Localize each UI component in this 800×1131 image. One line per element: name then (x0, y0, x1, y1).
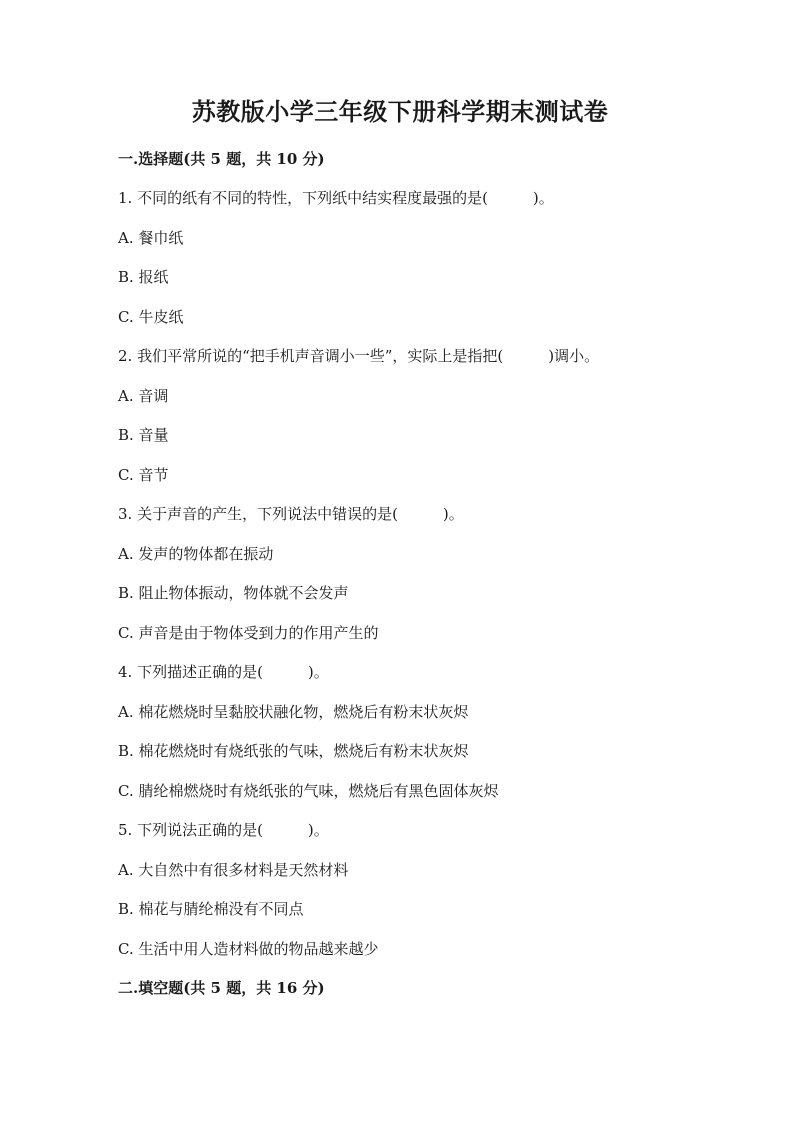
question-2-option-a: A. 音调 (118, 387, 169, 405)
question-3-option-c: C. 声音是由于物体受到力的作用产生的 (118, 624, 379, 642)
question-5-option-c: C. 生活中用人造材料做的物品越来越少 (118, 940, 379, 958)
question-1-option-c: C. 牛皮纸 (118, 308, 184, 326)
question-1-option-a: A. 餐巾纸 (118, 229, 184, 247)
question-stem-1: 1. 不同的纸有不同的特性，下列纸中结实程度最强的是( )。 (118, 189, 554, 207)
question-1-option-b: B. 报纸 (118, 268, 169, 286)
question-5-option-b: B. 棉花与腈纶棉没有不同点 (118, 900, 304, 918)
question-stem-2: 2. 我们平常所说的“把手机声音调小一些”，实际上是指把( )调小。 (118, 347, 600, 365)
question-4-option-c: C. 腈纶棉燃烧时有烧纸张的气味，燃烧后有黑色固体灰烬 (118, 782, 499, 800)
question-stem-5: 5. 下列说法正确的是( )。 (118, 821, 329, 839)
question-3-option-a: A. 发声的物体都在振动 (118, 545, 274, 563)
section-heading-choice: 一.选择题(共 5 题，共 10 分) (118, 150, 325, 168)
question-2-option-c: C. 音节 (118, 466, 169, 484)
question-4-option-b: B. 棉花燃烧时有烧纸张的气味，燃烧后有粉末状灰烬 (118, 742, 469, 760)
question-2-option-b: B. 音量 (118, 426, 169, 444)
section-heading-fill-blank: 二.填空题(共 5 题，共 16 分) (118, 979, 325, 997)
question-stem-4: 4. 下列描述正确的是( )。 (118, 663, 329, 681)
question-5-option-a: A. 大自然中有很多材料是天然材料 (118, 861, 349, 879)
question-4-option-a: A. 棉花燃烧时呈黏胶状融化物，燃烧后有粉末状灰烬 (118, 703, 469, 721)
question-stem-3: 3. 关于声音的产生，下列说法中错误的是( )。 (118, 505, 464, 523)
question-3-option-b: B. 阻止物体振动，物体就不会发声 (118, 584, 349, 602)
page-title: 苏教版小学三年级下册科学期末测试卷 (191, 97, 609, 126)
